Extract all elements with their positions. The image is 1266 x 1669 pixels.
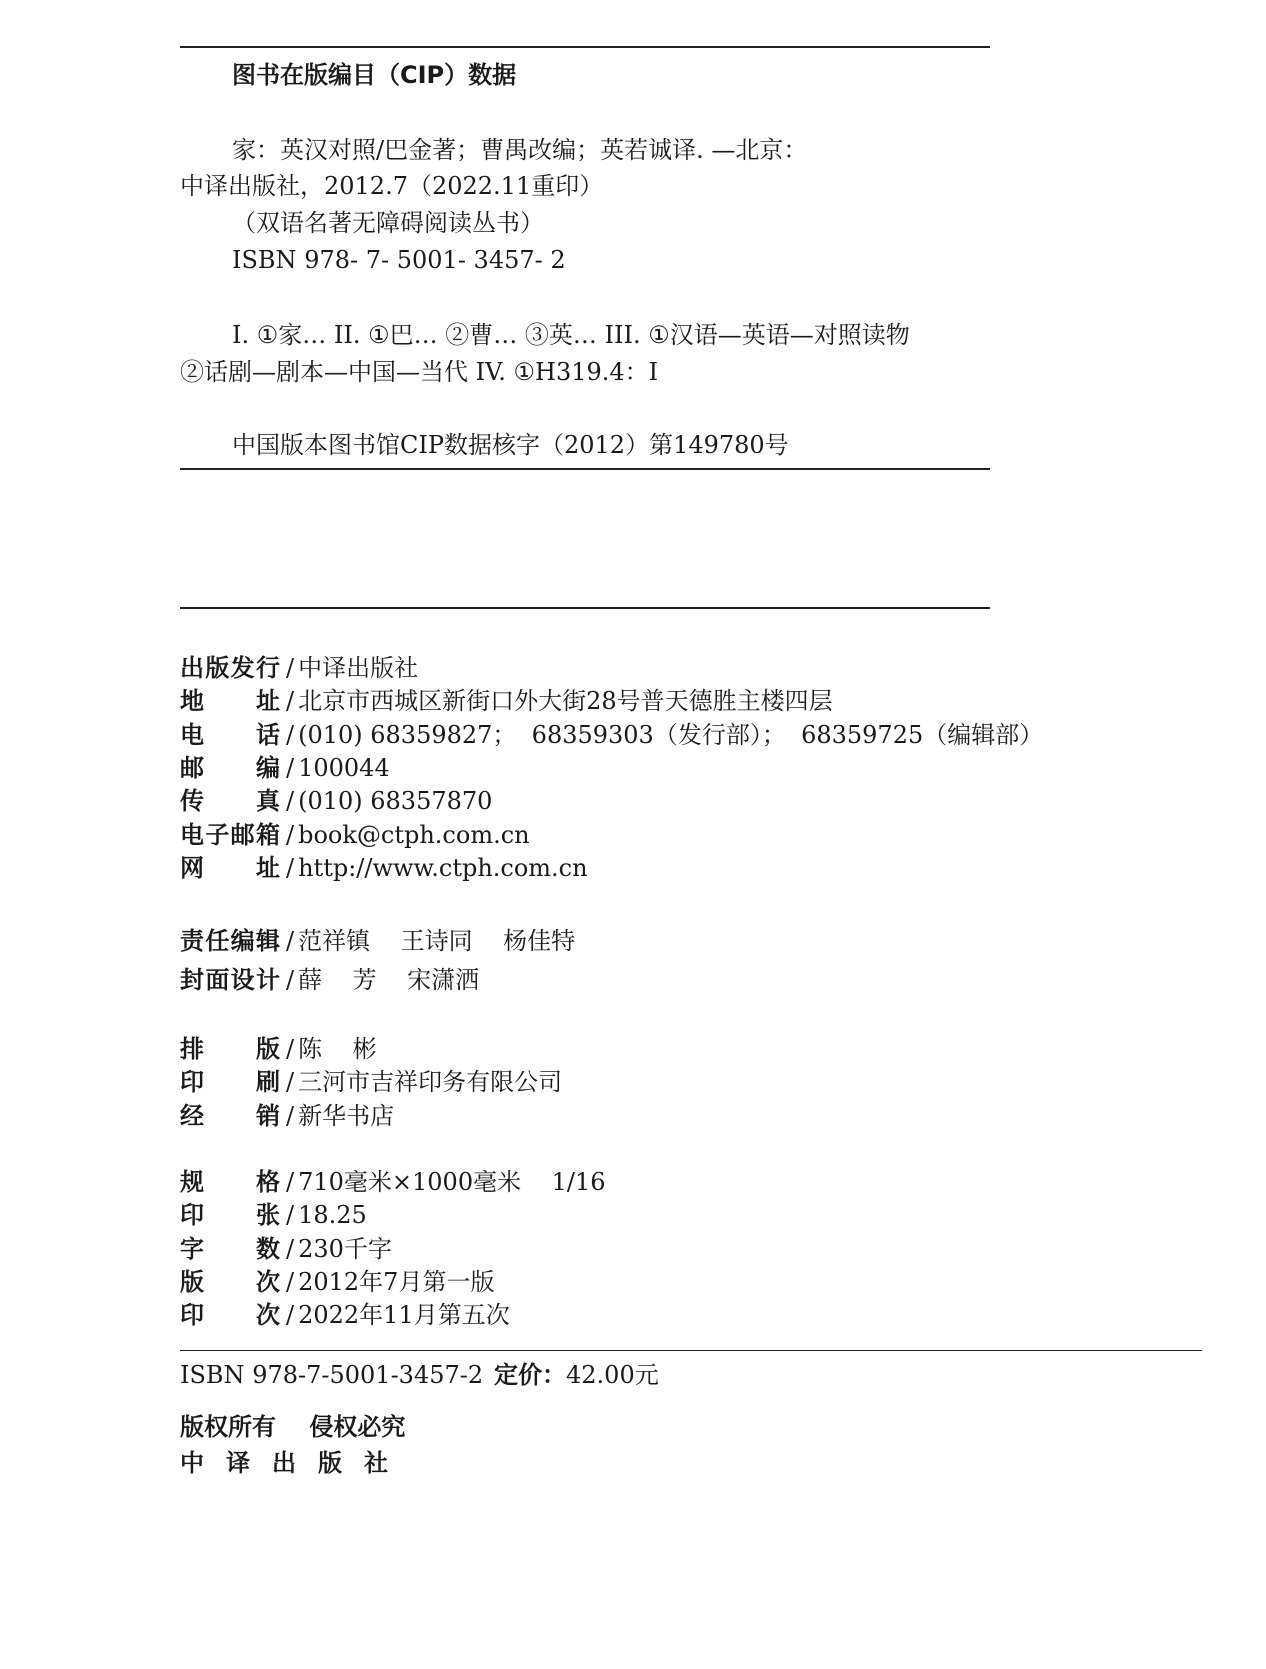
colophon-row — [180, 1167, 606, 1197]
colophon-separator: / — [286, 1201, 295, 1230]
colophon-separator: / — [286, 1101, 295, 1130]
cip-line-1: 家：英汉对照/巴金著；曹禺改编；英若诚译. —北京： — [232, 136, 808, 164]
colophon-row — [180, 653, 418, 683]
colophon-row — [180, 686, 833, 716]
colophon-value: 2022年11月第五次 — [298, 1301, 510, 1330]
cip-line-3: （双语名著无障碍阅读丛书） — [232, 209, 544, 237]
colophon-label: 印张 — [180, 1201, 280, 1230]
colophon-separator: / — [286, 654, 295, 682]
footer-isbn-text: ISBN 978-7-5001-3457-2 — [180, 1361, 484, 1389]
colophon-row — [180, 853, 588, 883]
colophon-label: 字数 — [180, 1234, 280, 1263]
colophon-label: 排版 — [180, 1035, 280, 1063]
colophon-bottom-rule — [180, 1350, 1202, 1351]
colophon-value: 710毫米×1000毫米 1/16 — [298, 1168, 606, 1196]
colophon-label: 电子邮箱 — [180, 820, 280, 849]
colophon-value: 范祥镇 王诗同 杨佳特 — [298, 927, 576, 955]
colophon-separator: / — [286, 1168, 295, 1196]
colophon-row — [180, 1067, 562, 1097]
colophon-separator: / — [286, 820, 295, 849]
colophon-label: 印刷 — [180, 1068, 280, 1097]
colophon-value: book@ctph.com.cn — [298, 820, 530, 849]
colophon-value: 北京市西城区新街口外大街28号普天德胜主楼四层 — [298, 687, 833, 716]
colophon-separator: / — [286, 753, 295, 782]
cip-top-rule — [180, 46, 990, 48]
colophon-row — [180, 965, 479, 995]
cip-bottom-rule — [180, 468, 990, 470]
price-value: 42.00元 — [566, 1361, 659, 1389]
colophon-label: 印次 — [180, 1301, 280, 1330]
colophon-row — [180, 1234, 392, 1264]
colophon-separator: / — [286, 853, 295, 882]
colophon-value: 中译出版社 — [298, 654, 419, 682]
colophon-value: 薛 芳 宋潇洒 — [298, 966, 480, 994]
cip-approval-number: 中国版本图书馆CIP数据核字（2012）第149780号 — [232, 431, 789, 459]
rights-notice: 版权所有 侵权必究 — [180, 1413, 406, 1441]
colophon-value: 三河市吉祥印务有限公司 — [298, 1068, 563, 1097]
colophon-label: 责任编辑 — [180, 927, 280, 955]
colophon-label: 地址 — [180, 687, 280, 716]
colophon-value: 新华书店 — [298, 1101, 395, 1130]
footer-isbn — [180, 1360, 483, 1390]
colophon-label: 封面设计 — [180, 966, 280, 994]
colophon-separator: / — [286, 687, 295, 716]
colophon-separator: / — [286, 787, 295, 816]
colophon-separator: / — [286, 720, 295, 749]
colophon-row — [180, 1101, 394, 1131]
colophon-row — [180, 720, 1043, 750]
colophon-separator: / — [286, 1068, 295, 1097]
colophon-label: 经销 — [180, 1101, 280, 1130]
colophon-value: http://www.ctph.com.cn — [298, 853, 588, 882]
cip-heading: 图书在版编目（CIP）数据 — [232, 61, 517, 89]
colophon-value: 18.25 — [298, 1201, 367, 1230]
price-label: 定价： — [494, 1361, 566, 1389]
colophon-top-rule — [180, 607, 990, 609]
colophon-row — [180, 753, 390, 783]
colophon-separator: / — [286, 1267, 295, 1296]
colophon-separator: / — [286, 1301, 295, 1330]
colophon-row — [180, 926, 575, 956]
cip-isbn: ISBN 978- 7- 5001- 3457- 2 — [232, 246, 566, 274]
colophon-label: 版次 — [180, 1267, 280, 1296]
cip-line-2: 中译出版社，2012.7（2022.11重印） — [180, 172, 604, 200]
colophon-value: (010) 68357870 — [298, 787, 493, 816]
colophon-label: 规格 — [180, 1168, 280, 1196]
colophon-separator: / — [286, 1234, 295, 1263]
cip-classification-2: ②话剧—剧本—中国—当代 IV. ①H319.4：I — [180, 358, 659, 386]
colophon-separator: / — [286, 927, 295, 955]
colophon-label: 邮编 — [180, 753, 280, 782]
colophon-value: (010) 68359827； 68359303（发行部）； 68359725（编辑部） — [298, 720, 1044, 749]
colophon-value: 230千字 — [298, 1234, 392, 1263]
cip-classification-1: I. ①家… II. ①巴… ②曹… ③英… III. ①汉语—英语—对照读物 — [232, 321, 910, 349]
colophon-row — [180, 820, 530, 850]
colophon-label: 网址 — [180, 853, 280, 882]
colophon-label: 传真 — [180, 787, 280, 816]
colophon-row — [180, 1267, 494, 1297]
colophon-label: 出版发行 — [180, 654, 280, 682]
colophon-value: 2012年7月第一版 — [298, 1267, 495, 1296]
colophon-row — [180, 1200, 367, 1230]
colophon-value: 100044 — [298, 753, 390, 782]
price — [494, 1360, 659, 1390]
colophon-label: 电话 — [180, 720, 280, 749]
colophon-row — [180, 1034, 377, 1064]
colophon-separator: / — [286, 966, 295, 994]
colophon-row — [180, 786, 492, 816]
colophon-separator: / — [286, 1035, 295, 1063]
colophon-row — [180, 1300, 510, 1330]
publisher-name: 中译出版社 — [180, 1449, 410, 1477]
colophon-value: 陈 彬 — [298, 1035, 377, 1063]
